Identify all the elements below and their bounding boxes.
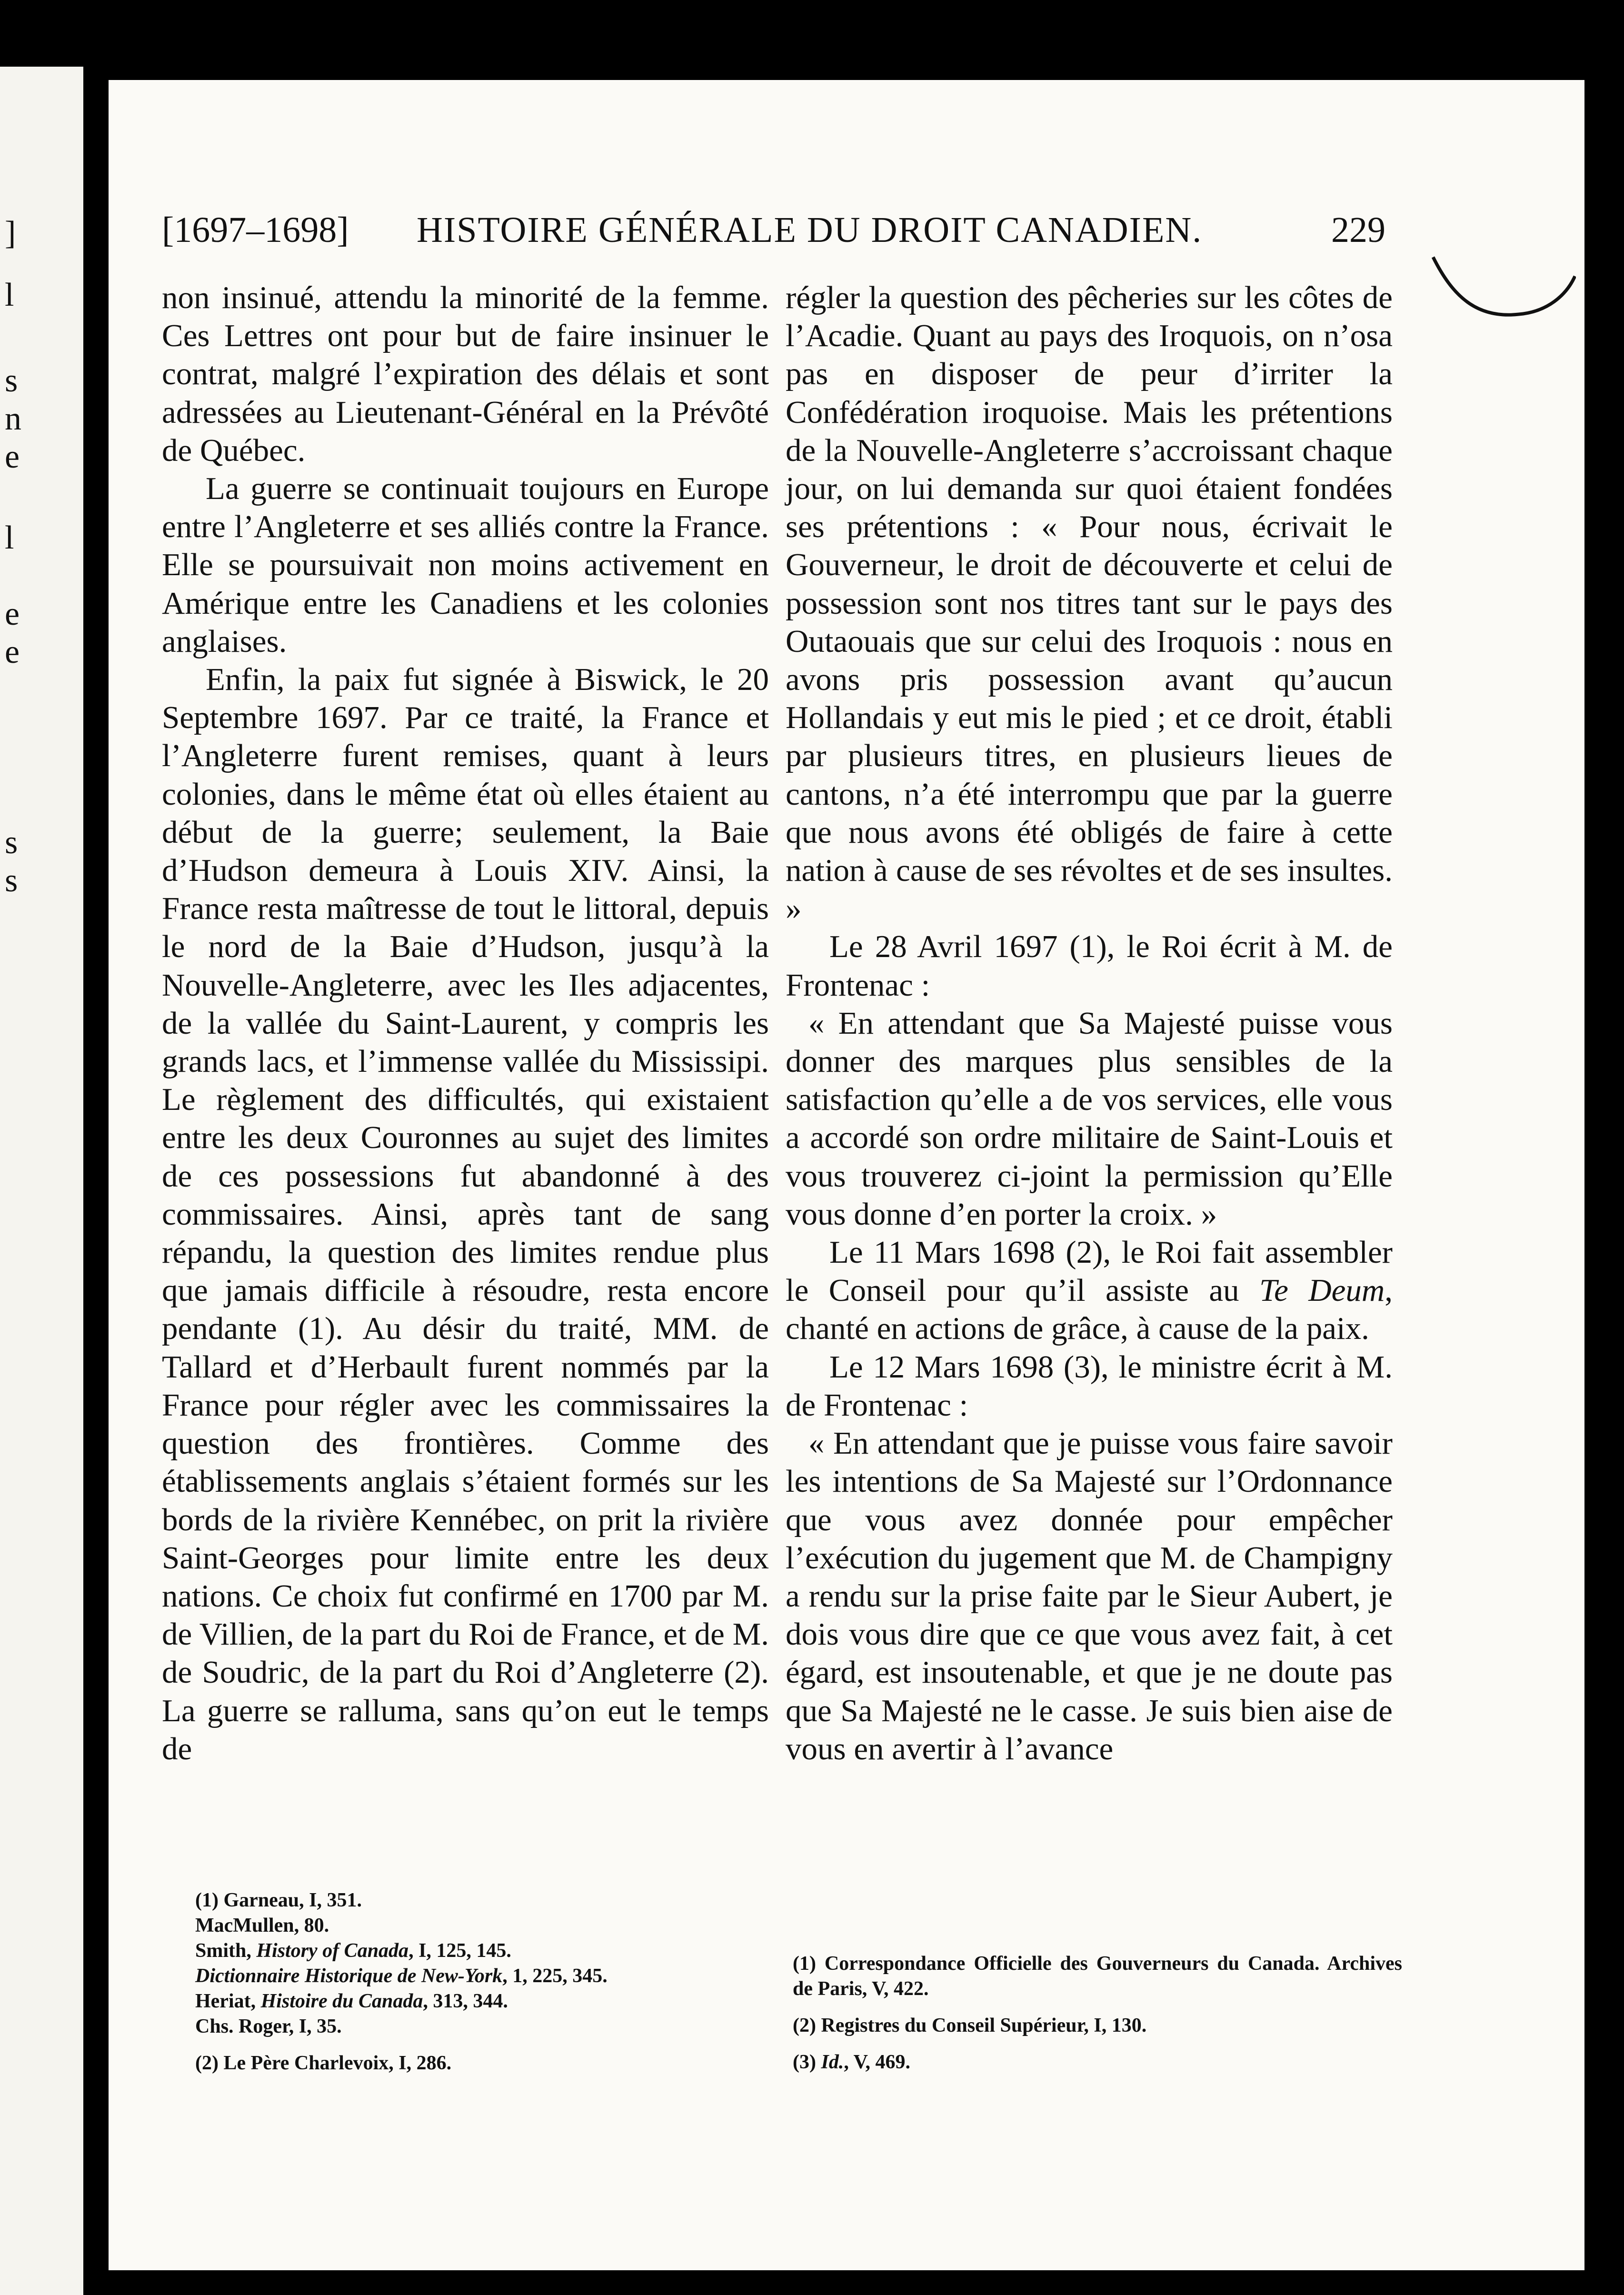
paragraph: Le 12 Mars 1698 (3), le ministre écrit à M. de Frontenac : xyxy=(786,1349,1393,1423)
footnote-line xyxy=(195,1989,743,2014)
italic-text: Te Deum xyxy=(1259,1273,1385,1308)
paragraph: régler la question des pêcheries sur les côtes de l’Acadie. Quant au pays des Iroquois, on n’osa pas en disposer de peur d’irriter la Confédération iroquoise. Mais les prétentions de la Nouvelle-Angleterre s’accroissant chaque jour, on lui demanda sur quoi étaient fondées ses prétentions : « Pour nous, écrivait le Gouverneur, le droit de découverte et celui de possession sont nos titres tant sur le pays des Outaouais que sur celui des Iroquois : nous en avons pris possession avant qu’aucun Hollandais y eut mis le pied ; et ce droit, établi par plusieurs titres, en plusieurs lieues de cantons, n’a été interrompu que par la guerre que nous avons été obligés de faire à cette nation à cause de ses révoltes et de ses insultes. » xyxy=(786,280,1393,927)
text-run: Le 11 Mars 1698 (2), le Roi fait assembler le Conseil pour qu’il assiste au xyxy=(786,1235,1393,1308)
header-title: HISTOIRE GÉNÉRALE DU DROIT CANADIEN. xyxy=(417,210,1203,250)
paragraph xyxy=(786,1233,1393,1348)
footnote-line: (1) Correspondance Officielle des Gouverneurs du Canada. Archives de Paris, V, 422. xyxy=(793,1953,1402,2000)
text-run: , 1, 225, 345. xyxy=(502,1965,608,1987)
paragraph: Le 28 Avril 1697 (1), le Roi écrit à M. de Frontenac : xyxy=(786,929,1393,1003)
text-run: (3) xyxy=(793,2051,821,2073)
footnote-line xyxy=(195,1938,743,1964)
footnote-line: Chs. Roger, I, 35. xyxy=(195,2016,342,2037)
text-run: , I, 125, 145. xyxy=(408,1940,511,1962)
italic-text: Dictionnaire Historique de New-York xyxy=(195,1965,503,1987)
prev-page-char: s xyxy=(5,862,18,899)
prev-page-char: ] xyxy=(5,215,16,251)
left-column xyxy=(162,279,769,1768)
quote-paragraph: « En attendant que Sa Majesté puisse vous donner des marques plus sensibles de la satisfaction qu’elle a de vos services, elle vous a accordé son ordre militaire de Saint-Louis et vous trouverez ci-joint la permission qu’Elle vous donne d’en porter la croix. » xyxy=(786,1005,1393,1232)
footnote-line: (2) Le Père Charlevoix, I, 286. xyxy=(195,2052,452,2074)
paragraph: Enfin, la paix fut signée à Biswick, le 20 Septembre 1697. Par ce traité, la France et l’Angleterre furent remises, quant à leurs colonies, dans le même état où elles étaient au début de la guerre; seulement, la Baie d’Hudson demeura à Louis XIV. Ainsi, la France resta maîtresse de tout le littoral, depuis le nord de la Baie d’Hudson, jusqu’à la Nouvelle-Angleterre, avec les Iles adjacentes, de la vallée du Saint-Laurent, y compris les grands lacs, et l’immense vallée du Mississipi. Le règlement des difficultés, qui existaient entre les deux Couronnes au sujet des limites de ces possessions fut abandonné à des commissaires. Ainsi, après tant de sang répandu, la question des limites rendue plus que jamais difficile à résoudre, resta encore pendante (1). Au désir du traité, MM. de Tallard et d’Herbault furent nommés par la France pour régler avec les commissaires la question des frontières. Comme des établissements anglais s’étaient formés sur les bords de la rivière Kennébec, on prit la rivière Saint-Georges pour limite entre les deux nations. Ce choix fut confirmé en 1700 par M. de Villien, de la part du Roi de France, et de M. de Soudric, de la part du Roi d’Angleterre (2). La guerre se ralluma, sans qu’on eut le temps de xyxy=(162,662,769,1766)
footnote-line xyxy=(793,2050,1402,2075)
text-run: Heriat, xyxy=(195,1990,261,2012)
right-column xyxy=(786,279,1393,1768)
previous-page-edge xyxy=(0,67,83,2295)
text-run: , 313, 344. xyxy=(423,1990,508,2012)
prev-page-char: s xyxy=(5,362,18,399)
footnote-line xyxy=(195,1964,743,1989)
italic-text: Id. xyxy=(821,2051,844,2073)
italic-text: Histoire du Canada xyxy=(260,1990,423,2012)
left-footnotes xyxy=(195,1888,743,2076)
footnote-line: (1) Garneau, I, 351. xyxy=(195,1889,362,1911)
paragraph: La guerre se continuait toujours en Europe entre l’Angleterre et ses alliés contre la France. Elle se poursuivait non moins activement en Amérique entre les Canadiens et les colonies anglaises. xyxy=(162,471,769,659)
text-run: , V, 469. xyxy=(844,2051,911,2073)
prev-page-char: l xyxy=(5,519,14,556)
running-header xyxy=(162,210,1385,262)
footnote-line: (2) Registres du Conseil Supérieur, I, 130. xyxy=(793,2015,1147,2036)
text-run: Smith, xyxy=(195,1940,257,1962)
prev-page-char: e xyxy=(5,634,20,670)
quote-paragraph: « En attendant que je puisse vous faire savoir les intentions de Sa Majesté sur l’Ordonnance que vous avez donnée pour empêcher l’exécution du jugement que M. de Champigny a rendu sur la prise faite par le Sieur Aubert, je dois vous dire que ce que vous avez fait, à cet égard, est insoutenable, et que je ne doute pas que Sa Majesté ne le casse. Je suis bien aise de vous en avertir à l’avance xyxy=(786,1426,1393,1766)
paragraph: non insinué, attendu la minorité de la femme. Ces Lettres ont pour but de faire insinuer le contrat, malgré l’expiration des délais et sont adressées au Lieutenant-Général en la Prévôté de Québec. xyxy=(162,280,769,468)
right-footnotes xyxy=(793,1951,1402,2075)
scan-gutter xyxy=(83,0,109,2293)
prev-page-char: l xyxy=(5,277,14,313)
prev-page-char: e xyxy=(5,439,20,475)
prev-page-char: n xyxy=(5,400,21,437)
header-date-range: [1697–1698] xyxy=(162,210,349,250)
footnote-line: MacMullen, 80. xyxy=(195,1915,329,1936)
prev-page-char: s xyxy=(5,824,18,861)
text-run: , chanté en actions de grâce, à cause de la paix. xyxy=(786,1273,1393,1347)
prev-page-char: e xyxy=(5,596,20,632)
margin-pen-mark xyxy=(1424,243,1576,338)
italic-text: History of Canada xyxy=(256,1940,409,1962)
page-number: 229 xyxy=(1331,210,1385,250)
